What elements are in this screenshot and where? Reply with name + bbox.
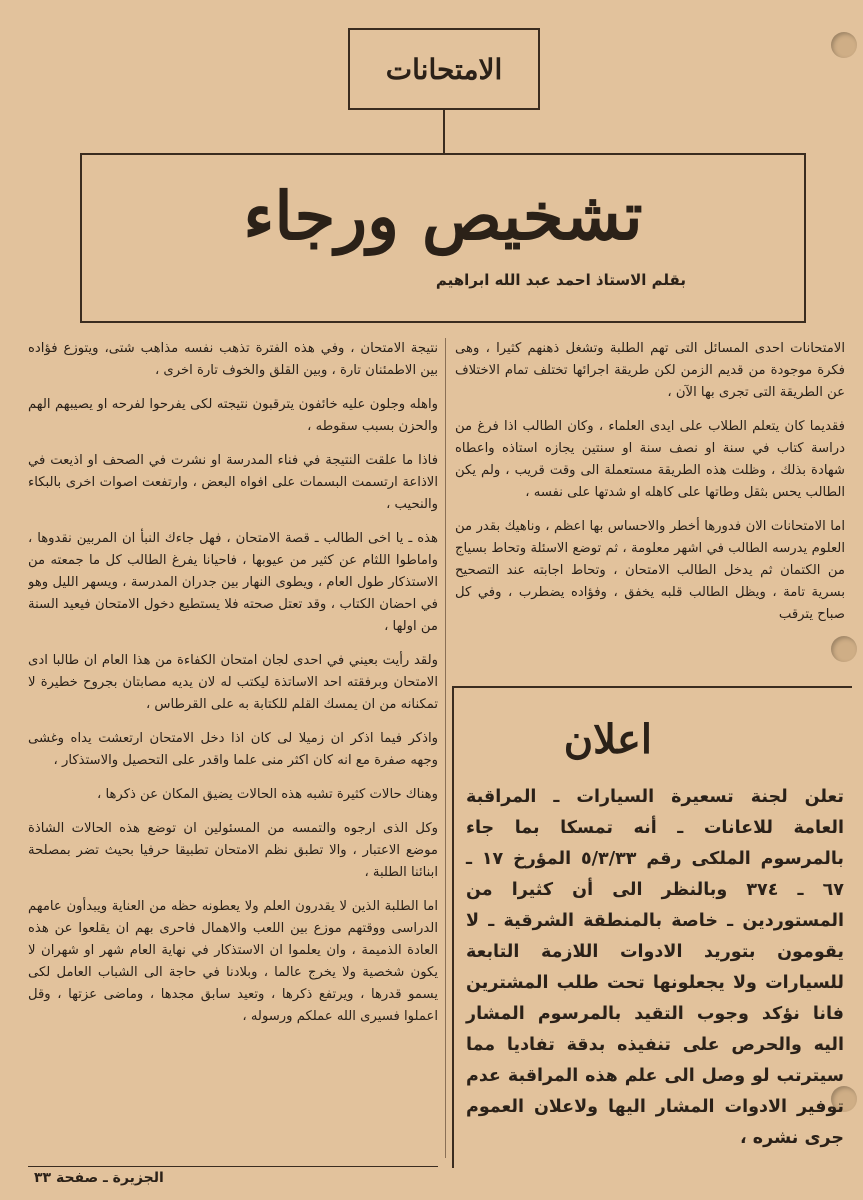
announcement-body: تعلن لجنة تسعيرة السيارات ـ المراقبة العامة للاعانات ـ أنه تمسكا بما جاء بالمرسوم الملكى رقم ٥/٣/٣٣ المؤرخ ١٧ ـ ٦٧ ـ ٣٧٤ وبالنظر الى أن كثيرا من المستوردين ـ خاصة بالمنطقة الشرقية ـ لا يقومون بتوريد الادوات اللازمة التابعة للسيارات ولا يجعلونها تحت طلب المشترين فانا نؤكد وجوب التقيد بالمرسوم المشار اليه والحرص على تنفيذه بدقة تفاديا مما سيترتب لو وصل الى علم هذه المراقبة عدم توفير الادوات المشار اليها ولاعلان العموم جرى نشره ،: [466, 787, 844, 1148]
binder-hole: [831, 32, 857, 58]
paragraph: ولقد رأيت بعيني في احدى لجان امتحان الكفاءة من هذا العام ان طالبا ادى الامتحان وبرفقته احد الاساتذة ليكتب له لان يديه مصابتان بجروح خطيرة لا تمكنانه من ان يمسك القلم للكتابة به على القرطاس ،: [28, 653, 438, 712]
article-column-left: [28, 338, 438, 1158]
paragraph: فاذا ما علقت النتيجة في فناء المدرسة او نشرت في الصحف او اذيعت في الاذاعة ارتسمت البسمات على افواه البعض ، وارتفعت اصوات اخرى بالبكاء والنحيب ،: [28, 453, 438, 512]
paragraph: اما الطلبة الذين لا يقدرون العلم ولا يعطونه حظه من العناية ويبدأون عامهم الدراسى ووقتهم موزع بين اللعب والاهمال فاحرى بهم ان يقلعوا عن هذه العادة الذميمة ، وان يعلموا ان الاستذكار في نهاية العام شهر او شهران لا يكون شخصية ولا يخرج عالما ، وبلادنا في حاجة الى الشباب العامل لكى يسمو قدرها ، ويرتفع ذكرها ، وتعيد سابق مجدها ، وماضى عزتها ، وقل اعملوا فسيرى الله عملكم ورسوله ،: [28, 899, 438, 1024]
page-footer: الجزيرة ـ صفحة ٣٣: [34, 1170, 164, 1186]
paragraph: نتيجة الامتحان ، وفي هذه الفترة تذهب نفسه مذاهب شتى، ويتوزع فؤاده بين الاطمئنان تارة ، وبين القلق والخوف تارة اخرى ،: [28, 341, 438, 378]
article-byline: بقلم الاستاذ احمد عبد الله ابراهيم: [435, 271, 686, 289]
article-title: تشخيص ورجاء: [243, 177, 643, 255]
column-divider: [445, 338, 446, 1158]
paragraph: وكل الذى ارجوه والتمسه من المسئولين ان توضع هذه الحالات الشاذة موضع الاعتبار ، والا تطبق نظم الامتحان تطبيقا حرفيا بحيث تضر بمصلحة ابنائنا الطلبة ،: [28, 821, 438, 880]
paragraph: الامتحانات احدى المسائل التى تهم الطلبة وتشغل ذهنهم كثيرا ، وهى فكرة موجودة من قديم الزمن لكن طريقة اجرائها تختلف تمام الاختلاف عن الطريقة التى تجرى بها الآن ،: [455, 341, 845, 400]
paragraph: واهله وجلون عليه خائفون يترقبون نتيجته لكى يفرحوا لفرحه او يصيبهم الهم والحزن بسبب سقوطه ،: [28, 397, 438, 434]
paragraph: اما الامتحانات الان فدورها أخطر والاحساس بها اعظم ، وناهيك بقدر من العلوم يدرسه الطالب في اشهر معلومة ، ثم توضع الاسئلة وتحاط بسياج من الكتمان ثم يدخل الطالب الامتحان ، وتحاط اجابته عند التصحيح بسرية تامة ، ويظل الطالب قلبه يخفق ، وفؤاده يضطرب ، وفي كل صباح يترقب: [455, 519, 845, 622]
announcement-box: [452, 686, 852, 1168]
section-kicker: الامتحانات: [348, 28, 540, 110]
header-connector-line: [443, 110, 445, 154]
announcement-title: اعلان: [563, 716, 652, 763]
headline-box: [80, 153, 806, 323]
article-column-right: [455, 338, 845, 683]
paragraph: فقديما كان يتعلم الطلاب على ايدى العلماء ، وكان الطالب اذا فرغ من دراسة كتاب في سنة او نصف سنة او سنتين يجازه استاذه واعطاه شهادة بذلك ، وظلت هذه الطريقة مستعملة الى وقت قريب ، ولم يكن الطالب يحس بثقل وطاتها على كاهله او شدتها على نفسه ،: [455, 419, 845, 500]
paragraph: واذكر فيما اذكر ان زميلا لى كان اذا دخل الامتحان ارتعشت يداه وغشى وجهه صفرة مع انه كان اكثر منى علما واقدر على التحصيل والاستذكار ،: [28, 731, 438, 768]
footer-rule: [28, 1166, 438, 1167]
paragraph: هذه ـ يا اخى الطالب ـ قصة الامتحان ، فهل جاءك النبأ ان المربين نقدوها ، واماطوا اللثام عن كثير من عيوبها ، فاحيانا يفرغ الطالب كل ما جمعته من الاستذكار طول العام ، ويطوى النهار بين جدران المدرسة ، ويسهر الليل وهو في احضان الكتاب ، وقد تعتل صحته فلا يستطيع دخول الامتحان فيعيد السنة من اولها ،: [28, 531, 438, 634]
paragraph: وهناك حالات كثيرة تشبه هذه الحالات يضيق المكان عن ذكرها ،: [97, 787, 438, 802]
